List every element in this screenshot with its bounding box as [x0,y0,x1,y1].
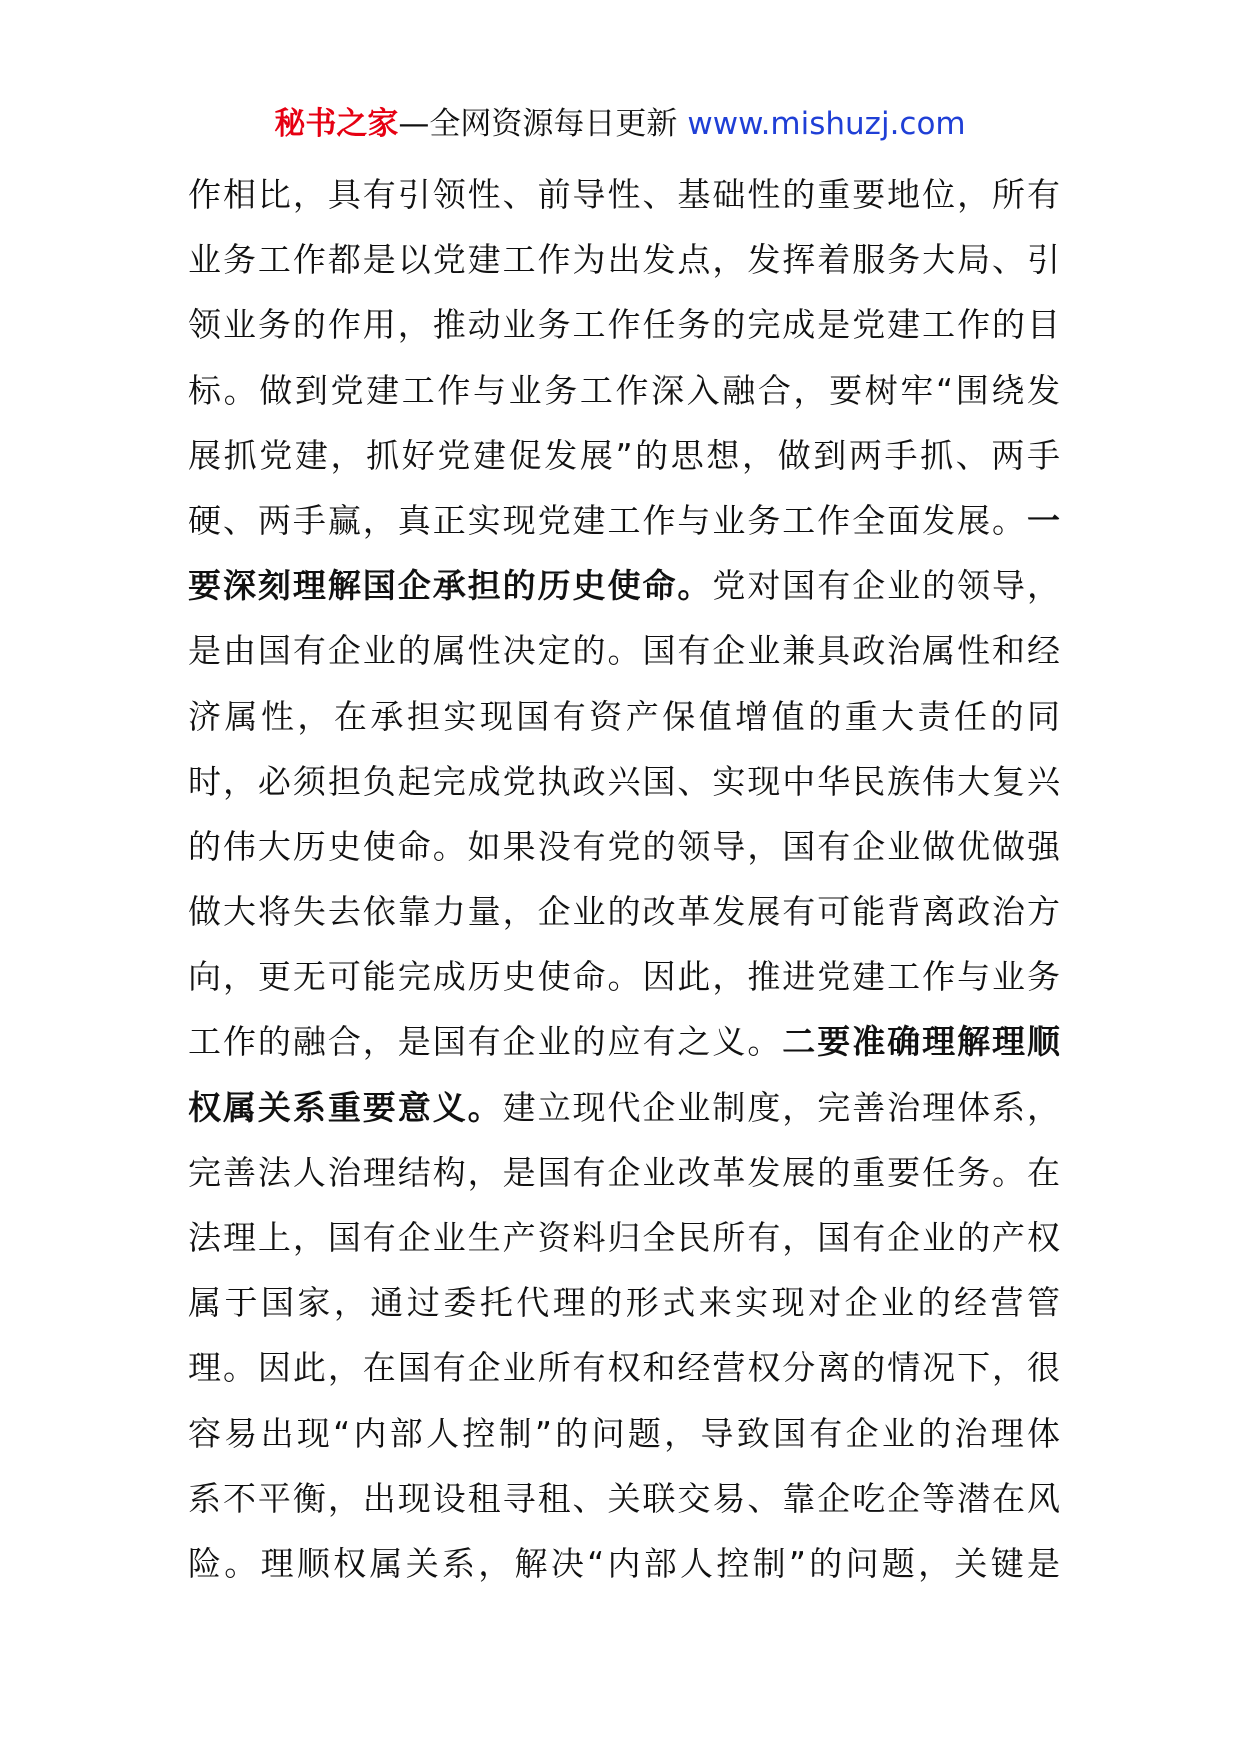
text-segment: 险。理顺权属关系，解决“内部人控制”的问题，关键是 [188,1543,1060,1583]
text-segment: 做大将失去依靠力量，企业的改革发展有可能背离政治方 [188,892,1060,932]
body-text-line [188,1401,1060,1466]
body-text-line [188,358,1060,423]
body-text-line [188,749,1060,814]
text-segment: 硬、两手赢，真正实现党建工作与业务工作全面发展。 [188,500,1027,540]
body-text-line [188,684,1060,749]
body-text-line [188,423,1060,488]
header-dash: — [398,106,430,142]
body-text-line [188,1466,1060,1531]
text-segment: 作相比，具有引领性、前导性、基础性的重要地位，所有 [188,175,1060,214]
body-text-line [188,1009,1060,1074]
body-text-line [188,1075,1060,1140]
header-url-link[interactable]: www.mishuzj.com [687,106,966,142]
text-segment: 是由国有企业的属性决定的。国有企业兼具政治属性和经 [188,631,1060,671]
text-segment: 建立现代企业制度，完善治理体系， [502,1087,1060,1127]
body-text-line [188,553,1060,618]
body-text-line [188,292,1060,357]
brand-name: 秘书之家 [274,106,399,142]
text-segment: 向，更无可能完成历史使命。因此，推进党建工作与业务 [188,957,1060,997]
document-body [188,162,1060,1596]
text-segment: 党对国有企业的领导， [712,566,1060,606]
body-text-line [188,814,1060,879]
body-text-line [188,227,1060,292]
bold-text-segment: 要深刻理解国企承担的历史使命。 [188,566,713,606]
text-segment: 标。做到党建工作与业务工作深入融合，要树牢“围绕发 [188,370,1060,410]
text-segment: 业务工作都是以党建工作为出发点，发挥着服务大局、引 [188,240,1060,280]
text-segment: 理。因此，在国有企业所有权和经营权分离的情况下，很 [188,1348,1060,1388]
body-text-line [188,1335,1060,1400]
text-segment: 属于国家，通过委托代理的形式来实现对企业的经营管 [188,1283,1060,1323]
text-segment: 容易出现“内部人控制”的问题，导致国有企业的治理体 [188,1413,1060,1453]
bold-text-segment: 二要准确理解理顺 [782,1022,1060,1062]
body-text-line [188,1140,1060,1205]
text-segment: 展抓党建，抓好党建促发展”的思想，做到两手抓、两手 [188,435,1060,475]
header-tagline: 全网资源每日更新 [429,106,678,142]
text-segment: 系不平衡，出现设租寻租、关联交易、靠企吃企等潜在风 [188,1478,1060,1518]
text-segment: 领业务的作用，推动业务工作任务的完成是党建工作的目 [188,305,1060,345]
text-segment: 的伟大历史使命。如果没有党的领导，国有企业做优做强 [188,826,1060,866]
text-segment: 完善法人治理结构，是国有企业改革发展的重要任务。在 [188,1152,1060,1192]
body-text-line [188,1205,1060,1270]
body-text-line [188,944,1060,1009]
body-text-line [188,1531,1060,1596]
page-header [0,100,1240,148]
body-text-line [188,879,1060,944]
bold-text-segment: 一 [1027,500,1060,540]
text-segment: 济属性，在承担实现国有资产保值增值的重大责任的同 [188,696,1060,736]
text-segment: 工作的融合，是国有企业的应有之义。 [188,1022,783,1062]
text-segment: 法理上，国有企业生产资料归全民所有，国有企业的产权 [188,1218,1060,1257]
body-text-line [188,1270,1060,1335]
body-text-line [188,162,1060,227]
body-text-line [188,488,1060,553]
text-segment: 时，必须担负起完成党执政兴国、实现中华民族伟大复兴 [188,761,1060,801]
body-text-line [188,618,1060,683]
bold-text-segment: 权属关系重要意义。 [188,1087,503,1127]
